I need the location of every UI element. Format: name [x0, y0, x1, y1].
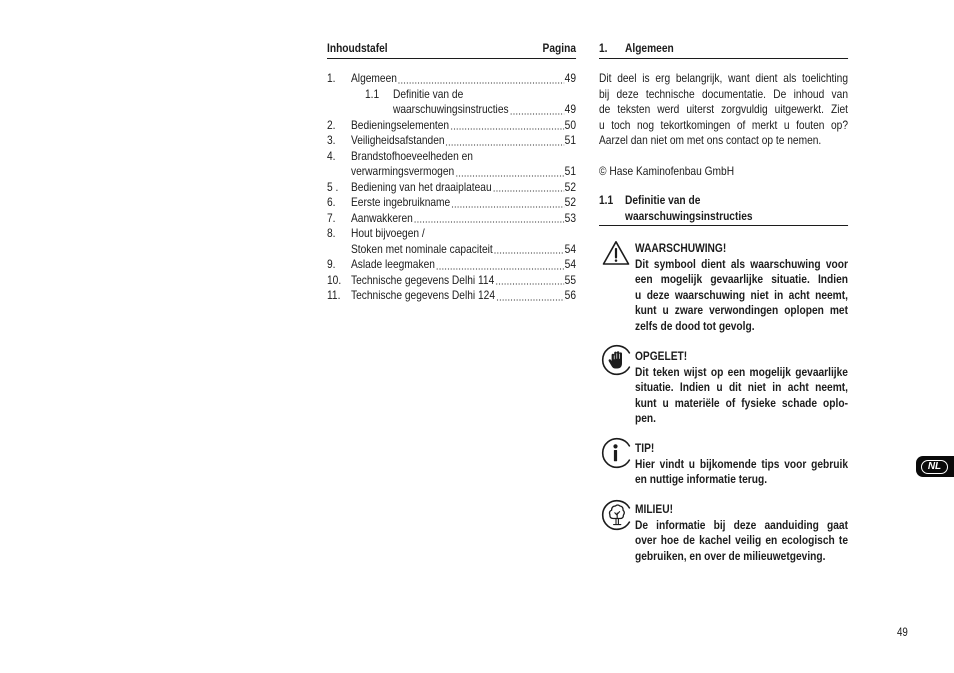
toc-entry-title: Aslade leegmaken	[350, 257, 435, 272]
notice-text-line: Dit symbool dient als waarschuwing voor	[635, 256, 848, 271]
toc-leader-dots	[398, 71, 564, 87]
toc-entry-title: Aanwakkeren	[350, 210, 413, 225]
toc-leader-dots	[494, 242, 564, 258]
copyright-text: © Hase Kaminofenbau GmbH	[599, 164, 735, 179]
toc-entry	[327, 226, 576, 242]
toc-entry-page: 50	[564, 117, 576, 132]
subsection-title: waarschuwingsinstructies	[625, 208, 753, 223]
notice-label: WAARSCHUWING!	[635, 241, 727, 256]
notice-text-line: over hoe de kachel veilig en ecologisch te	[635, 533, 848, 548]
notice-caution	[635, 349, 848, 427]
toc-entry-page: 54	[564, 241, 576, 256]
notice-text-line: situatie. Indien u dit niet in acht neemt,	[635, 380, 848, 395]
toc-entry-title: Hout bijvoegen /	[350, 226, 425, 241]
toc-entry-page: 52	[564, 195, 576, 210]
toc-entry-page: 52	[564, 179, 576, 194]
toc-entry-page: 56	[564, 288, 576, 303]
notice-text-line: Hier vindt u bijkomende tips voor gebruik	[635, 456, 848, 471]
notice-text-line: kunt u zware verwondingen oplopen met	[635, 303, 848, 318]
toc-leader-dots	[496, 288, 564, 304]
toc-entry-number: 5 .	[327, 179, 339, 194]
toc-entry-number: 1.	[327, 71, 336, 86]
toc-entry-number: 8.	[327, 226, 336, 241]
toc-page-heading: Pagina	[542, 41, 576, 56]
notice-text-line: en nuttige informatie terug.	[635, 472, 768, 487]
copyright-notice	[599, 164, 848, 180]
toc-leader-dots	[492, 180, 563, 196]
toc-leader-dots	[414, 211, 564, 227]
notice-label: MILIEU!	[635, 502, 673, 517]
toc-entry	[327, 273, 576, 289]
toc-entry-title: Technische gegevens Delhi 114	[350, 272, 495, 287]
intro-paragraph	[599, 71, 848, 149]
subsection-number: 1.1	[599, 193, 614, 208]
section-number: 1.	[599, 41, 608, 56]
notice-text-line: pen.	[635, 411, 656, 426]
toc-entry-title: Stoken met nominale capaciteit	[350, 241, 493, 256]
paragraph-line: Dit deel is erg belangrijk, want dient als toelichting	[599, 71, 848, 86]
toc-leader-dots	[455, 164, 564, 180]
notice-label: OPGELET!	[635, 349, 688, 364]
subsection-title: Definitie van de	[625, 193, 701, 208]
toc-entry-title: waarschuwingsinstructies	[392, 102, 509, 117]
toc-entry	[327, 118, 576, 134]
notice-text-line: een mogelijk gevaarlijke situatie. Indien	[635, 272, 848, 287]
notice-text-line: Dit teken wijst op een mogelijk gevaarlijke	[635, 364, 848, 379]
toc-entry-title: Algemeen	[350, 71, 397, 86]
toc-entry-continuation	[327, 242, 576, 258]
toc-leader-dots	[436, 257, 564, 273]
toc-leader-dots	[509, 102, 563, 118]
toc-entry-number: 6.	[327, 195, 336, 210]
toc-entry-page: 49	[564, 71, 576, 86]
paragraph-line: bij deze technische documentatie. De inhoud van	[599, 86, 848, 101]
toc-leader-dots	[445, 133, 563, 149]
toc-entry-continuation	[327, 102, 576, 118]
table-of-contents	[327, 71, 576, 304]
toc-entry	[327, 149, 576, 165]
toc-entry-number: 2.	[327, 117, 336, 132]
section-title: Algemeen	[625, 41, 674, 56]
notice-text-line: zelfs de dood tot gevolg.	[635, 318, 755, 333]
toc-entry	[327, 133, 576, 149]
toc-entry-page: 51	[564, 133, 576, 148]
subsection-heading-line	[599, 193, 848, 209]
toc-entry	[327, 211, 576, 227]
toc-entry-number: 7.	[327, 210, 336, 225]
toc-entry-title: Veiligheidsafstanden	[350, 133, 445, 148]
warning-triangle-icon	[602, 240, 630, 266]
toc-entry	[327, 195, 576, 211]
paragraph-line: de teksten werd uiterst zorgvuldig uitgewerkt. Ziet	[599, 102, 848, 117]
notice-warning	[635, 241, 848, 334]
page-number: 49	[897, 627, 908, 640]
toc-entry-page: 51	[564, 164, 576, 179]
toc-entry-number: 3.	[327, 133, 336, 148]
toc-entry-title: Definitie van de	[392, 86, 464, 101]
notice-tip	[635, 441, 848, 488]
notice-text-line: u deze waarschuwing niet in acht neemt,	[635, 287, 848, 302]
toc-entry-title: Brandstofhoeveelheden en	[350, 148, 473, 163]
toc-heading: Inhoudstafel	[327, 41, 388, 56]
toc-leader-dots	[450, 118, 564, 134]
section-heading	[599, 41, 848, 59]
toc-entry-number: 10.	[327, 272, 342, 287]
toc-leader-dots	[451, 195, 564, 211]
toc-entry	[327, 288, 576, 304]
toc-entry-title: Eerste ingebruikname	[350, 195, 451, 210]
language-tab	[916, 456, 954, 477]
language-code: NL	[921, 460, 948, 474]
toc-entry-page: 53	[564, 210, 576, 225]
toc-header	[327, 41, 576, 59]
toc-entry	[327, 71, 576, 87]
toc-entry-page: 54	[564, 257, 576, 272]
toc-entry	[327, 87, 576, 103]
toc-entry-title: Bedieningselementen	[350, 117, 450, 132]
info-icon	[601, 437, 633, 469]
toc-entry	[327, 180, 576, 196]
notice-environment	[635, 502, 848, 564]
subsection-heading	[599, 193, 848, 226]
paragraph-line: Aarzel dan niet om met ons contact op te nemen.	[599, 133, 822, 148]
notice-text-line: De informatie bij deze aanduiding gaat	[635, 517, 848, 532]
section-heading-line	[599, 41, 848, 57]
toc-entry-page: 55	[564, 272, 576, 287]
subsection-heading-line	[599, 209, 848, 225]
notice-label: TIP!	[635, 441, 655, 456]
toc-entry-page: 49	[564, 102, 576, 117]
toc-entry	[327, 257, 576, 273]
toc-entry-number: 4.	[327, 148, 336, 163]
environment-tree-icon	[601, 499, 633, 531]
caution-hand-icon	[601, 344, 633, 376]
toc-leader-dots	[495, 273, 564, 289]
toc-entry-continuation	[327, 164, 576, 180]
toc-entry-title: Technische gegevens Delhi 124	[350, 288, 496, 303]
notice-text-line: gebruiken, en over de milieuwetgeving.	[635, 548, 826, 563]
notice-text-line: kunt u materiële of fysieke schade oplo-	[635, 395, 848, 410]
toc-entry-number: 9.	[327, 257, 336, 272]
paragraph-line: u toch nog tekortkomingen of merkt u fouten op?	[599, 117, 848, 132]
toc-entry-title: verwarmingsvermogen	[350, 164, 455, 179]
toc-entry-title: Bediening van het draaiplateau	[350, 179, 492, 194]
toc-entry-number: 11.	[327, 288, 341, 303]
toc-entry-number: 1.1	[364, 86, 380, 101]
